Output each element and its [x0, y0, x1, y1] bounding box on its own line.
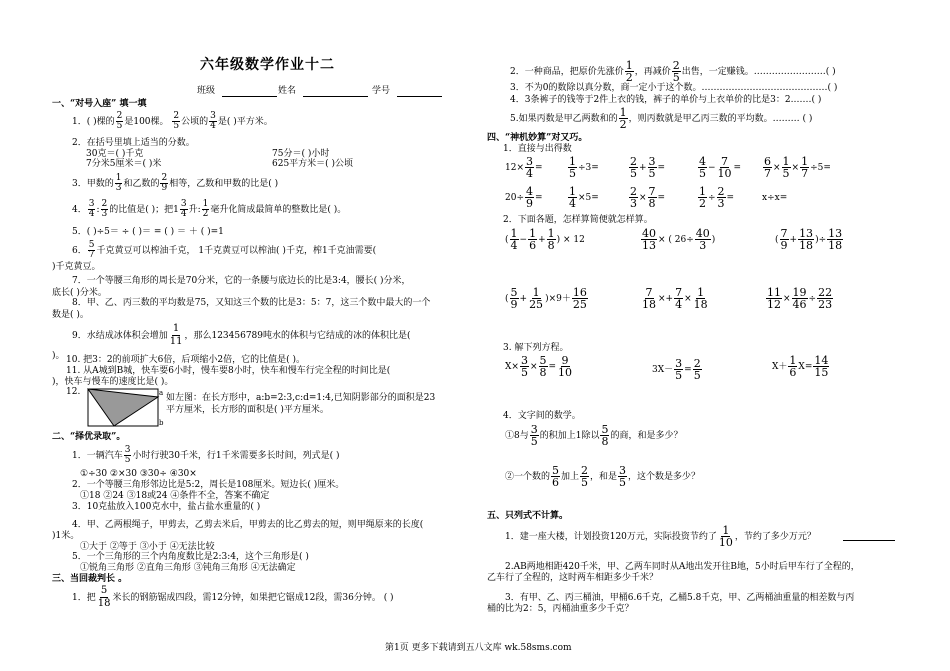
calc-r2-3: $\frac{2}{3}$ × $\frac{7}{8}$ = [630, 185, 666, 210]
r-q5: 5.如果丙数是甲乙两数和的 $\frac{1}{2}$ ，则丙数就是甲乙丙三数的平均数。……… ( ) [510, 106, 813, 131]
name-blank[interactable] [303, 96, 368, 97]
name-label: 姓名 [278, 86, 297, 96]
list-problem-2: 2.AB两地相距420千米，甲、乙两车同时从A地出发开往B地，5小时后甲车行了全程的， [505, 562, 860, 572]
s1-q11-cont: )，快车与慢车的速度比是( )。 [52, 377, 174, 387]
s1-q7: 7．一个等腰三角形的周长是70分米，它的一条腰与底边长的比是3:4，腰长( )分米， [72, 276, 411, 286]
list-problem-3-cont: 桶的比为2：5，丙桶油重多少千克？ [487, 604, 634, 614]
simplify-3: ( $\frac{7}{9}$ + $\frac{13}{18}$ )÷ $\frac{13}{18}$ [775, 227, 843, 252]
answer-line-1[interactable] [843, 540, 895, 541]
calc-row-2: 20÷ $\frac{4}{9}$ = [505, 185, 543, 210]
s2-q3: 3．10克盐放入100克水中，盐占盐水重量的( ) [72, 502, 261, 512]
calc-r2-5: x÷x= [762, 193, 788, 203]
s1-q4: 4． $\frac{3}{4}$ : $\frac{2}{3}$ 的比值是( )；把1 $\frac{3}{4}$ 升: $\frac{1}{2}$ 毫升化简成最简单的整数比是( )。 [72, 199, 347, 219]
id-label: 学号 [372, 86, 391, 96]
s1-q6: 6． $\frac{5}{7}$ 千克黄豆可以榨油千克， 1千克黄豆可以榨油( )千克，榨1千克油需要( [72, 240, 377, 260]
s4-q4: 4．文字间的数学。 [503, 411, 581, 421]
simplify-6: $\frac{11}{12}$ × $\frac{19}{46}$ ÷ $\frac{22}{23}$ [767, 286, 833, 311]
s2-q1-options[interactable]: ①÷30 ②×30 ③30÷ ④30× [80, 469, 197, 479]
simplify-1: ( $\frac{1}{4}$ − $\frac{1}{6}$ + $\frac{1}{8}$ ) × 12 [505, 227, 585, 252]
label-b: b [159, 419, 164, 427]
s2-q5: 5．一个三角形的三个内角度数比是2:3:4，这个三角形是( ) [72, 552, 309, 562]
s1-q5: 5．( )÷5＝ ÷ ( )＝ = ( ) ＝ ＋ ( )=1 [72, 227, 224, 237]
s3-q1: 1．把 $\frac{5}{18}$ 米长的钢筋锯成四段，需12分钟，如果把它锯成12段，需36分钟。 ( ) [72, 585, 394, 609]
simplify-2: $\frac{40}{13}$ × ( 26÷ $\frac{40}{3}$ ) [642, 227, 716, 252]
calc-row-1: 12× $\frac{3}{4}$ = [505, 155, 543, 180]
s1-q2: 2．在括号里填上适当的分数。 [72, 138, 195, 148]
s1-q12b: 平方厘米，长方形的面积是( )平方厘米。 [166, 405, 329, 415]
s2-q4-options[interactable]: ①大于 ②等于 ③小于 ④无法比较 [80, 542, 215, 552]
section-2-heading: 二、“择优录取”。 [52, 432, 126, 442]
s1-q8-cont: 数是( )。 [52, 310, 89, 320]
section-1-heading: 一、“对号入座” 填一填 [52, 99, 147, 109]
s2-q1: 1．一辆汽车 $\frac{3}{5}$ 小时行驶30千米，行1千米需要多长时间，列式是( ) [72, 445, 340, 465]
s2-q4-cont: )1米。 [52, 531, 80, 541]
word-problem-1: ①8与 $\frac{3}{5}$ 的积加上1除以 $\frac{5}{8}$ 的商，和是多少？ [505, 423, 683, 448]
list-problem-1: 1．建一座大楼，计划投资120万元，实际投资节约了 $\frac{1}{10}$ ，节约了多少万元？ [505, 524, 816, 549]
calc-r2-4: $\frac{1}{2}$ ÷ $\frac{2}{3}$ = [699, 185, 735, 210]
s1-q2c: 7分米5厘米＝( )米 [86, 159, 162, 169]
s1-q11: 11. 从A城到B城，快车要6小时，慢车要8小时，快车和慢车行完全程的时间比是( [66, 366, 391, 376]
page-footer: 第1页 更多下载请到五八文库 wk.58sms.com [385, 643, 572, 653]
equation-3: X＋ $\frac{1}{6}$ X= $\frac{14}{15}$ [772, 354, 829, 379]
r-q4: 4．3条裤子的钱等于2件上衣的钱，裤子的单价与上衣单价的比是3：2.……( ) [510, 95, 822, 105]
calc-r2-2: $\frac{1}{4}$ ×5= [569, 185, 599, 210]
s2-q5-options[interactable]: ①锐角三角形 ②直角三角形 ③钝角三角形 ④无法确定 [80, 563, 296, 573]
s4-q1: 1．直接与出得数 [503, 144, 572, 154]
list-problem-3: 3．有甲、乙、丙三桶油，甲桶6.6千克，乙桶5.8千克，甲、乙两桶油重量的相差数与丙 [505, 593, 855, 603]
simplify-5: $\frac{7}{18}$ ×+ $\frac{7}{4}$ × $\frac{1}{18}$ [642, 286, 708, 311]
id-blank[interactable] [397, 96, 442, 97]
s1-q12: 12. [66, 387, 81, 397]
class-blank[interactable] [222, 96, 277, 97]
rectangle-figure [84, 385, 166, 431]
s4-q3: 3. 解下列方程。 [503, 343, 569, 353]
list-problem-2-cont: 乙车行了全程的，这时两车相距多少千米？ [487, 573, 659, 583]
section-3-heading: 三、当回裁判长 。 [52, 574, 128, 584]
s1-q9: 9．水结成冰体积会增加 $\frac{1}{11}$ ，那么123456789吨水的体积与它结成的冰的体积比是( [72, 323, 411, 347]
word-problem-2: ②一个数的 $\frac{5}{6}$ 加上 $\frac{2}{5}$ ，和是 $\frac{3}{5}$ ，这个数是多少？ [505, 464, 701, 489]
section-5-heading: 五、只列式不计算。 [487, 511, 569, 521]
simplify-4: ( $\frac{5}{9}$ + $\frac{1}{25}$ )×9＋ $\frac{16}{25}$ [505, 286, 587, 311]
label-a: a [159, 389, 164, 397]
s1-q7-cont: 底长( )分米。 [52, 288, 107, 298]
equation-2: 3X－ $\frac{3}{5}$ = $\frac{2}{5}$ [652, 357, 701, 382]
s1-q2a: 30克＝( )千克 [86, 149, 144, 159]
s1-q6-cont: )千克黄豆。 [52, 262, 101, 272]
s1-q9-cont: )。 [52, 351, 65, 361]
equation-1: X× $\frac{3}{5}$ × $\frac{5}{8}$ = $\frac{9}{10}$ [505, 354, 573, 379]
r-q3: 3．不为0的数除以真分数，商一定小于这个数。……………………………………( ) [510, 83, 838, 93]
s1-q8: 8．甲、乙、丙三数的平均数是75，又知这三个数的比是3：5：7，这三个数中最大的一个 [72, 298, 431, 308]
s2-q4: 4．甲、乙两根绳子，甲剪去，乙剪去米后，甲剪去的比乙剪去的短，则甲绳原来的长度( [72, 520, 424, 530]
class-label: 班级 [197, 86, 216, 96]
s2-q2: 2．一个等腰三角形邻边比是5:2，周长是108厘米。短边长( )厘米。 [72, 480, 345, 490]
calc-r1-2: $\frac{1}{5}$ ÷3= [569, 155, 599, 180]
s2-q2-options[interactable]: ①18 ②24 ③18或24 ④条件不全，答案不确定 [80, 491, 270, 501]
page-title: 六年级数学作业十二 [200, 57, 335, 73]
s1-q1: 1．( )棵的 $\frac{2}{5}$ 是100棵。 $\frac{2}{5}$ 公顷的 $\frac{3}{4}$ 是( )平方米。 [72, 111, 273, 131]
s4-q2: 2．下面各题，怎样算简便就怎样算。 [503, 215, 653, 225]
s1-q2d: 625平方米＝( )公顷 [272, 159, 354, 169]
s1-q3: 3．甲数的 $\frac{1}{3}$ 和乙数的 $\frac{2}{9}$ 相等，乙数和甲数的比是( ) [72, 173, 279, 193]
s1-q10: 10. 把3：2的前项扩大6倍，后项缩小2倍，它的比值是( )。 [66, 355, 305, 365]
r-q2: 2．一种商品，把原价先涨价 $\frac{1}{2}$ ，再减价 $\frac{2}{5}$ 出售，一定赚钱。……………………( ) [510, 59, 836, 84]
calc-r1-5: $\frac{6}{7}$ × $\frac{1}{5}$ × $\frac{1}{7}$ ÷5= [764, 155, 831, 180]
calc-r1-3: $\frac{2}{5}$ + $\frac{3}{5}$ = [630, 155, 666, 180]
s1-q2b: 75分＝( )小时 [272, 149, 330, 159]
s1-q12a: 如左图：在长方形中，a:b=2:3,c:d=1:4,已知阴影部分的面积是23 [166, 393, 436, 403]
calc-r1-4: $\frac{4}{5}$ − $\frac{7}{10}$ = [699, 155, 742, 180]
section-4-heading: 四、“神机妙算”对又巧。 [487, 133, 588, 143]
